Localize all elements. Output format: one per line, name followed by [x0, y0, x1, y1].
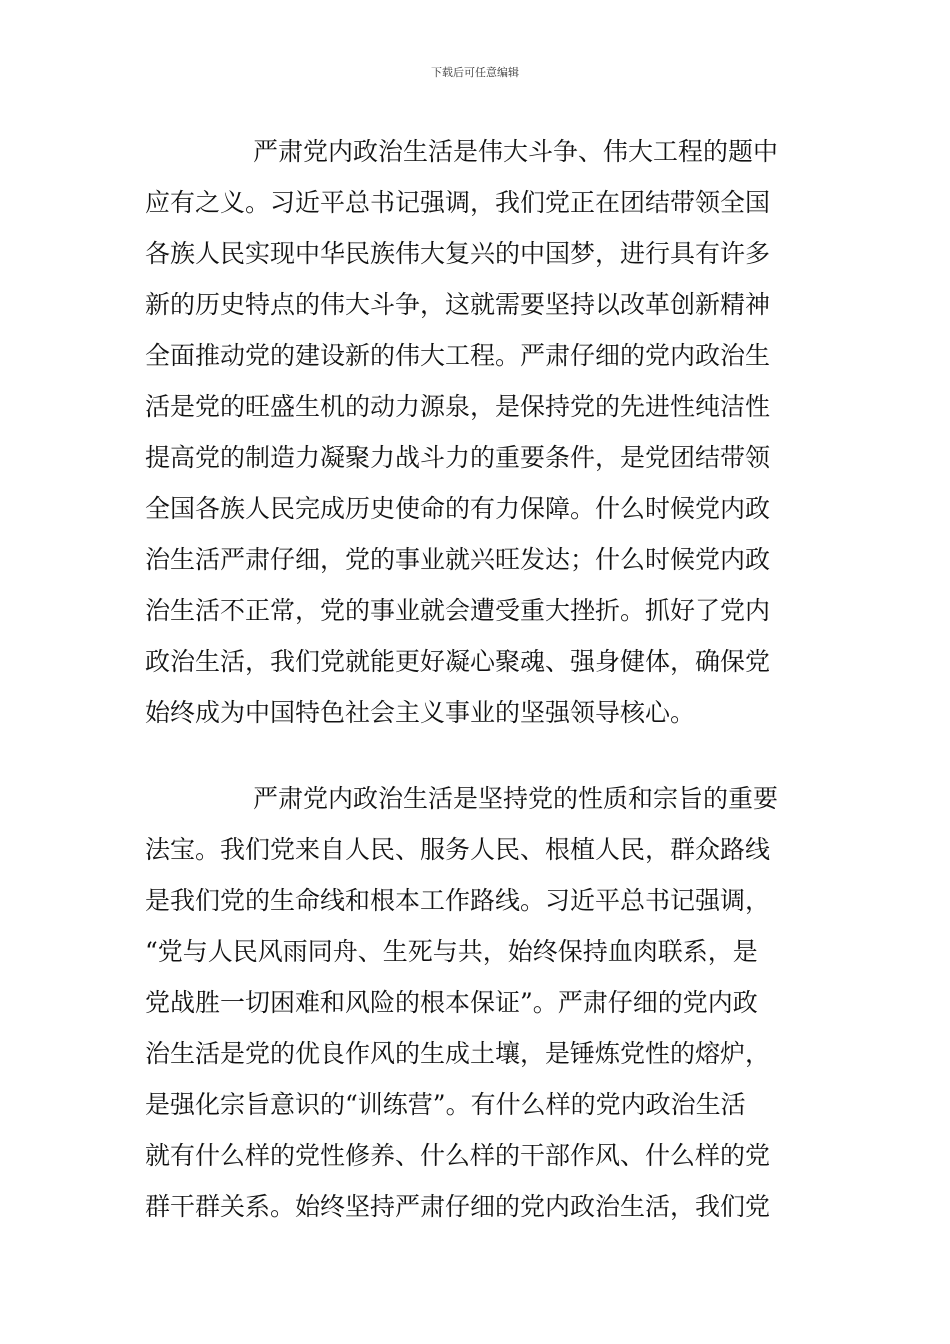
paragraph-line: 治生活严肃仔细，党的事业就兴旺发达；什么时候党内政: [145, 545, 771, 574]
paragraph-line: 政治生活，我们党就能更好凝心聚魂、强身健体，确保党: [145, 647, 771, 676]
paragraph-line: 新的历史特点的伟大斗争，这就需要坚持以改革创新精神: [145, 290, 771, 319]
body-paragraph: [145, 773, 805, 1232]
paragraph-line: 各族人民实现中华民族伟大复兴的中国梦，进行具有许多: [145, 239, 771, 268]
paragraph-line: 始终成为中国特色社会主义事业的坚强领导核心。: [145, 698, 696, 727]
page-header: 下载后可任意编辑: [431, 66, 519, 79]
paragraph-line: 应有之义。习近平总书记强调，我们党正在团结带领全国: [145, 188, 771, 217]
paragraph-line: “党与人民风雨同舟、生死与共，始终保持血肉联系，是: [145, 937, 758, 966]
paragraph-line: 活是党的旺盛生机的动力源泉，是保持党的先进性纯洁性: [145, 392, 771, 421]
paragraph-line: 就有什么样的党性修养、什么样的干部作风、什么样的党: [145, 1141, 771, 1170]
paragraph-line: 治生活不正常，党的事业就会遭受重大挫折。抓好了党内: [145, 596, 771, 625]
paragraph-line: 党战胜一切困难和风险的根本保证”。严肃仔细的党内政: [145, 988, 758, 1017]
paragraph-line: 全国各族人民完成历史使命的有力保障。什么时候党内政: [145, 494, 771, 523]
paragraph-line: 严肃党内政治生活是伟大斗争、伟大工程的题中: [253, 137, 779, 166]
body-paragraph: [145, 126, 805, 738]
paragraph-line: 提高党的制造力凝聚力战斗力的重要条件，是党团结带领: [145, 443, 771, 472]
paragraph-line: 是我们党的生命线和根本工作路线。习近平总书记强调，: [145, 886, 771, 915]
paragraph-line: 是强化宗旨意识的“训练营”。有什么样的党内政治生活: [145, 1090, 746, 1119]
paragraph-line: 全面推动党的建设新的伟大工程。严肃仔细的党内政治生: [145, 341, 771, 370]
paragraph-line: 群干群关系。始终坚持严肃仔细的党内政治生活，我们党: [145, 1192, 771, 1221]
paragraph-line: 法宝。我们党来自人民、服务人民、根植人民，群众路线: [145, 835, 771, 864]
paragraph-line: 严肃党内政治生活是坚持党的性质和宗旨的重要: [253, 784, 779, 813]
paragraph-line: 治生活是党的优良作风的生成土壤，是锤炼党性的熔炉，: [145, 1039, 771, 1068]
